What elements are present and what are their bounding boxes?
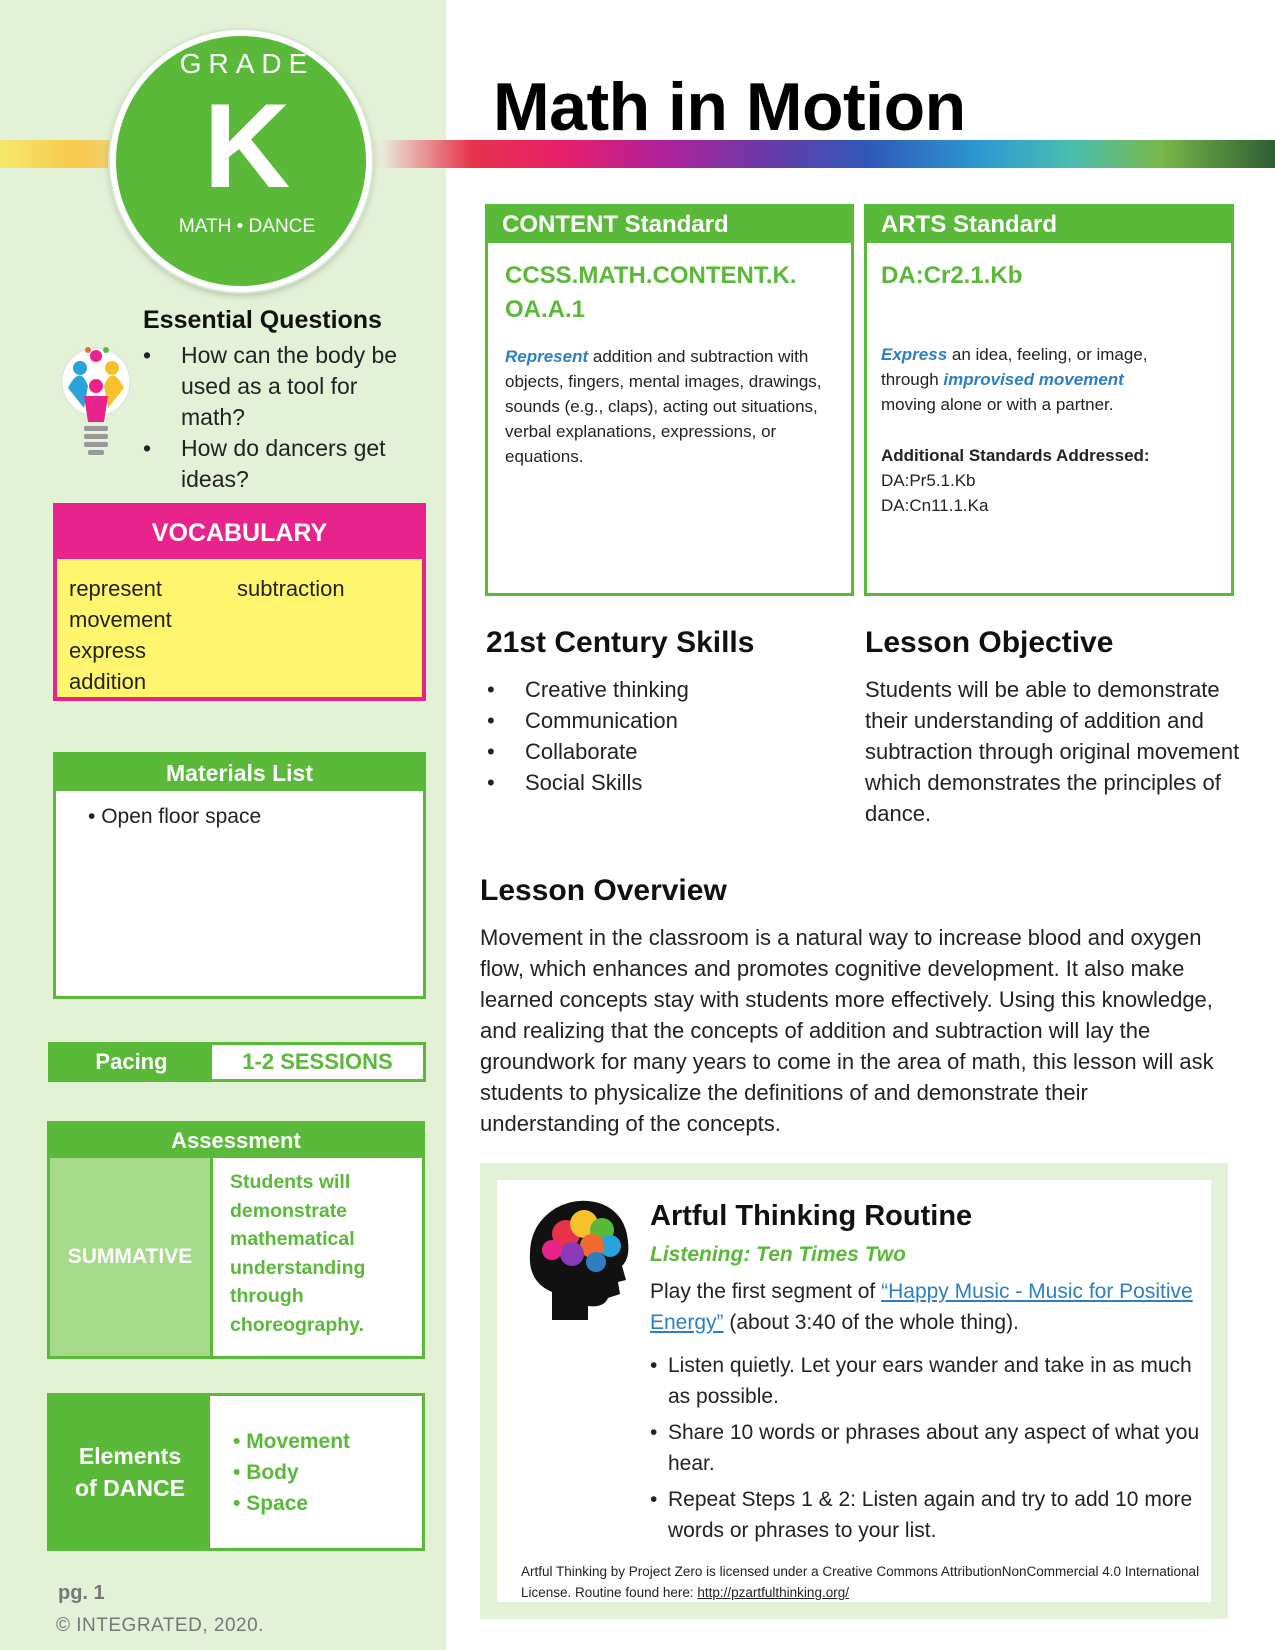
assessment-text: Students will demonstrate mathematical understanding through choreography. xyxy=(230,1171,366,1336)
vocabulary-box xyxy=(53,503,426,701)
list-item: • Repeat Steps 1 & 2: Listen again and try to add 10 more words or phrases to your list. xyxy=(650,1484,1210,1546)
skills-list xyxy=(487,674,689,798)
content-standard-text xyxy=(505,344,825,469)
materials-heading: Materials List xyxy=(56,755,423,791)
emphasis-text: improvised movement xyxy=(943,370,1124,389)
list-item: • Space xyxy=(233,1492,309,1515)
artful-steps xyxy=(650,1350,1210,1551)
head-brain-icon xyxy=(522,1196,632,1324)
list-item: • How do dancers get ideas? xyxy=(143,433,423,495)
vocab-word: subtraction xyxy=(237,576,345,601)
pacing-box xyxy=(48,1042,426,1082)
materials-box xyxy=(53,752,426,999)
skills-heading: 21st Century Skills xyxy=(486,626,755,659)
additional-standards-heading: Additional Standards Addressed: xyxy=(881,446,1150,465)
divider xyxy=(210,1158,213,1356)
elements-label-line2: of DANCE xyxy=(75,1475,185,1501)
copyright: © INTEGRATED, 2020. xyxy=(56,1615,264,1636)
page-number: pg. 1 xyxy=(58,1582,105,1604)
lightbulb-icon xyxy=(58,338,134,464)
list-item: DA:Pr5.1.Kb xyxy=(881,471,976,490)
license-body: Artful Thinking by Project Zero is licensed under a Creative Commons AttributionNonCommercial 4.0 International License. Routine found here: xyxy=(521,1564,1200,1600)
body-text: an idea, feeling, or image, through xyxy=(881,345,1148,389)
artful-subheading: Listening: Ten Times Two xyxy=(650,1243,906,1266)
list-item-text: Space xyxy=(246,1492,309,1515)
grade-label: GRADE xyxy=(179,48,315,79)
intro-text: (about 3:40 of the whole thing). xyxy=(723,1311,1019,1334)
artful-heading: Artful Thinking Routine xyxy=(650,1200,973,1232)
vocabulary-column-1 xyxy=(69,573,172,697)
essential-questions-list xyxy=(143,340,423,495)
objective-heading: Lesson Objective xyxy=(865,626,1114,659)
vocabulary-column-2 xyxy=(237,573,345,604)
artful-intro xyxy=(650,1276,1210,1338)
elements-list xyxy=(233,1426,350,1519)
content-standard-code xyxy=(505,259,797,327)
grade-badge xyxy=(110,30,372,292)
license-text xyxy=(521,1561,1201,1603)
grade-letter: K xyxy=(203,79,291,213)
elements-label-line1: Elements xyxy=(78,1443,182,1469)
code-line: OA.A.1 xyxy=(505,296,586,323)
vocab-word: represent xyxy=(69,576,162,601)
assessment-box xyxy=(47,1121,425,1359)
arts-standard-code: DA:Cr2.1.Kb xyxy=(881,262,1023,289)
list-item: • Communication xyxy=(487,705,689,736)
arts-standard-heading: ARTS Standard xyxy=(867,207,1231,243)
overview-heading: Lesson Overview xyxy=(480,874,727,907)
essential-questions-heading: Essential Questions xyxy=(143,306,382,334)
materials-item: • Open floor space xyxy=(88,805,262,828)
content-standard-box xyxy=(485,204,854,596)
vocabulary-heading: VOCABULARY xyxy=(57,507,422,559)
body-text: moving alone or with a partner. xyxy=(881,395,1114,414)
code-line: CCSS.MATH.CONTENT.K. xyxy=(505,262,797,289)
list-item: • Collaborate xyxy=(487,736,689,767)
assessment-type: SUMMATIVE xyxy=(50,1158,210,1356)
overview-text: Movement in the classroom is a natural way to increase blood and oxygen flow, which enhances and promotes cognitive development. It also make learned concepts stay with students more effectively. Using this knowledge, and realizing that the concepts of addition and subtraction will lay the groundwork for many years to come in the area of math, this lesson will ask students to physicalize the definitions of and demonstrate their understanding of the concepts. xyxy=(480,925,1214,1136)
pacing-label: Pacing xyxy=(51,1045,212,1079)
list-item: • Body xyxy=(233,1461,299,1484)
list-item: • Share 10 words or phrases about any aspect of what you hear. xyxy=(650,1417,1210,1479)
vocab-word: movement xyxy=(69,607,172,632)
content-standard-heading: CONTENT Standard xyxy=(488,207,851,243)
pacing-value: 1-2 SESSIONS xyxy=(242,1049,393,1074)
page-title: Math in Motion xyxy=(493,69,966,145)
subjects-label: MATH • DANCE xyxy=(178,216,316,237)
list-item: DA:Cn11.1.Ka xyxy=(881,496,989,515)
list-item: • Movement xyxy=(233,1430,351,1453)
vocab-word: addition xyxy=(69,669,147,694)
additional-standards-list xyxy=(881,468,988,518)
elements-of-dance-box xyxy=(47,1393,425,1551)
assessment-heading: Assessment xyxy=(50,1124,422,1158)
list-item: • Social Skills xyxy=(487,767,689,798)
list-item: • Creative thinking xyxy=(487,674,689,705)
list-item: • Listen quietly. Let your ears wander and take in as much as possible. xyxy=(650,1350,1210,1412)
music-link[interactable]: “Happy Music - Music for Positive Energy” xyxy=(650,1280,1193,1334)
list-item-text: Body xyxy=(246,1461,299,1484)
arts-standard-box xyxy=(864,204,1234,596)
intro-text: Play the first segment of xyxy=(650,1280,882,1303)
emphasis-text: Express xyxy=(881,345,948,364)
license-link[interactable]: http://pzartfulthinking.org/ xyxy=(697,1585,849,1600)
objective-text: Students will be able to demonstrate their understanding of addition and subtraction through original movement which demonstrates the principles of dance. xyxy=(865,677,1240,826)
materials-item-text: Open floor space xyxy=(101,805,262,828)
body-text: addition and subtraction with objects, fingers, mental images, drawings, sounds (e.g., claps), acting out situations, verbal explanations, expressions, or equations. xyxy=(505,347,822,466)
list-item-text: Movement xyxy=(246,1430,351,1453)
arts-standard-text xyxy=(881,342,1181,417)
vocab-word: express xyxy=(69,638,147,663)
emphasis-text: Represent xyxy=(505,347,589,366)
elements-label xyxy=(50,1396,210,1548)
list-item: • How can the body be used as a tool for math? xyxy=(143,340,423,433)
